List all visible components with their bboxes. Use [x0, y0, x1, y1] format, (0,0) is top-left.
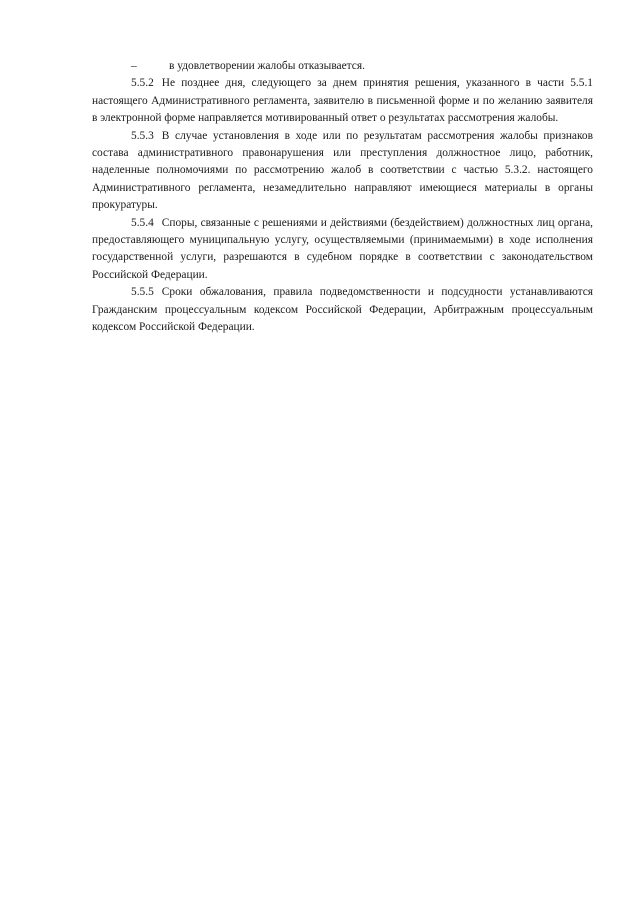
paragraph-text: Споры, связанные с решениями и действиями (бездействием) должностных лиц органа, предоставляющего муниципальную услугу, осуществляемыми (принимаемыми) в ходе исполнения государственной услуги, разрешаются в судебном порядке в соответствии с законодательством Российской Федерации.	[92, 216, 593, 281]
paragraph-text: В случае установления в ходе или по результатам рассмотрения жалобы признаков состава административного правонарушения или преступления должностное лицо, работник, наделенные полномочиями по рассмотрению жалоб в соответствии с частью 5.3.2. настоящего Административного регламента, незамедлительно направляют имеющиеся материалы в органы прокуратуры.	[92, 129, 593, 212]
paragraph-5-5-3	[92, 128, 593, 215]
list-item-refusal	[92, 58, 593, 75]
paragraph-number: 5.5.5	[131, 286, 154, 299]
paragraph-5-5-2	[92, 75, 593, 127]
paragraph-5-5-4	[92, 215, 593, 285]
paragraph-text: Сроки обжалования, правила подведомственности и подсудности устанавливаются Гражданским процессуальным кодексом Российской Федерации, Арбитражным процессуальным кодексом Российской Федерации.	[92, 286, 593, 334]
paragraph-number: 5.5.3	[131, 129, 154, 142]
list-dash: –	[131, 60, 137, 72]
paragraph-number: 5.5.4	[131, 216, 154, 229]
document-body	[92, 58, 593, 337]
paragraph-text: Не позднее дня, следующего за днем принятия решения, указанного в части 5.5.1 настоящего Административного регламента, заявителю в письменной форме и по желанию заявителя в электронной форме направляется мотивированный ответ о результатах рассмотрения жалобы.	[92, 77, 593, 125]
list-item-text: в удовлетворении жалобы отказывается.	[169, 60, 365, 72]
paragraph-number: 5.5.2	[131, 77, 154, 90]
paragraph-5-5-5	[92, 284, 593, 336]
